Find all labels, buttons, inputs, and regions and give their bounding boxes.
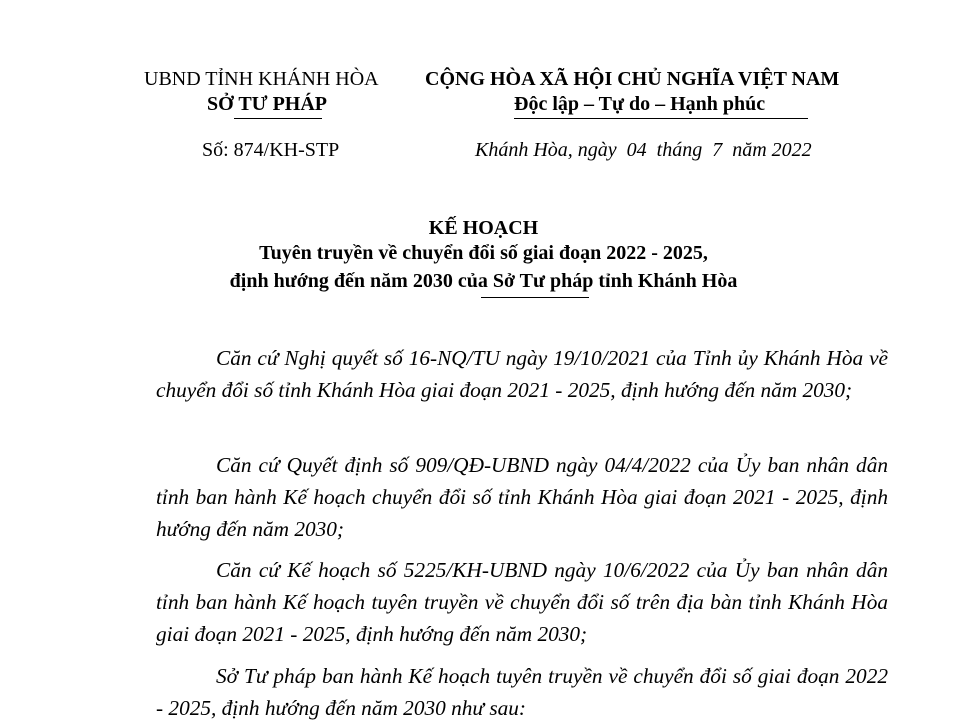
- title-line-2: định hướng đến năm 2030 của Sở Tư pháp tỉnh Khánh Hòa: [229, 270, 738, 292]
- agency-name: SỞ TƯ PHÁP: [207, 93, 328, 115]
- country-name: CỘNG HÒA XÃ HỘI CHỦ NGHĨA VIỆT NAM: [425, 68, 840, 90]
- paragraph-basis-2: Căn cứ Quyết định số 909/QĐ-UBND ngày 04/4/2022 của Ủy ban nhân dân tỉnh ban hành Kế hoạch chuyển đổi số tỉnh Khánh Hòa giai đoạn 2021 - 2025, định hướng đến năm 2030;: [156, 453, 888, 541]
- national-motto: Độc lập – Tự do – Hạnh phúc: [514, 93, 766, 115]
- paragraph-intro: Sở Tư pháp ban hành Kế hoạch tuyên truyền về chuyển đổi số giai đoạn 2022 - 2025, định hướng đến năm 2030 như sau:: [156, 664, 888, 720]
- agency-underline: [234, 118, 322, 119]
- paragraph-basis-1: Căn cứ Nghị quyết số 16-NQ/TU ngày 19/10/2021 của Tỉnh ủy Khánh Hòa về chuyển đổi số tỉnh Khánh Hòa giai đoạn 2021 - 2025, định hướng đến năm 2030;: [156, 346, 888, 402]
- document-number: Số: 874/KH-STP: [202, 139, 340, 161]
- place-and-date: Khánh Hòa, ngày 04 tháng 7 năm 2022: [475, 139, 812, 161]
- document-type: KẾ HOẠCH: [428, 217, 539, 239]
- paragraph-basis-3: Căn cứ Kế hoạch số 5225/KH-UBND ngày 10/6/2022 của Ủy ban nhân dân tỉnh ban hành Kế hoạch tuyên truyền về chuyển đổi số trên địa bàn tỉnh Khánh Hòa giai đoạn 2021 - 2025, định hướng đến năm 2030;: [156, 558, 888, 646]
- agency-parent: UBND TỈNH KHÁNH HÒA: [144, 68, 379, 90]
- title-line-1: Tuyên truyền về chuyển đổi số giai đoạn 2022 - 2025,: [259, 242, 708, 264]
- motto-underline: [514, 118, 808, 119]
- title-underline: [481, 297, 589, 298]
